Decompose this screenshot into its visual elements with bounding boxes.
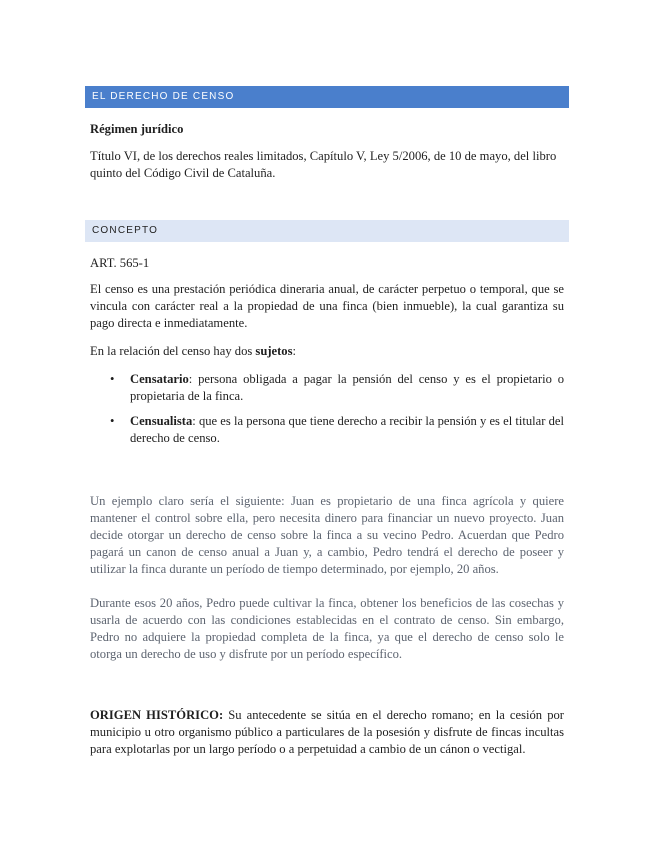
- subjects-colon: :: [292, 344, 297, 358]
- origin-text: Su antecedente se sitúa en el derecho romano; en la cesión por municipio u otro organismo público a particulares de la posesión y disfrute de fincas incultas para explotarlas por un largo período o a perpetuidad a cambio de un cánon o vectigal.: [90, 708, 564, 756]
- section-heading-derecho-de-censo: EL DERECHO DE CENSO: [85, 86, 569, 108]
- origin-label: ORIGEN HISTÓRICO:: [90, 708, 224, 722]
- subjects-intro: [90, 343, 564, 360]
- bullet-icon: •: [110, 372, 115, 386]
- subject-definition: : que es la persona que tiene derecho a recibir la pensión y es el titular del derecho de censo.: [130, 414, 564, 445]
- subjects-intro-text: En la relación del censo hay dos: [90, 344, 256, 358]
- subject-term: Censualista: [130, 414, 193, 428]
- subjects-keyword: sujetos: [255, 344, 293, 358]
- concepto-paragraph: El censo es una prestación periódica dineraria anual, de carácter perpetuo o temporal, que se vincula con carácter real a la propiedad de una finca (bien inmueble), la cual garantiza su pago directa e inmediatamente.: [90, 282, 564, 330]
- subject-definition: : persona obligada a pagar la pensión del censo y es el propietario o propietaria de la finca.: [130, 372, 564, 403]
- article-reference: ART. 565-1: [90, 256, 150, 270]
- origin-paragraph: [90, 707, 564, 758]
- regimen-paragraph: Título VI, de los derechos reales limitados, Capítulo V, Ley 5/2006, de 10 de mayo, del libro quinto del Código Civil de Cataluña.: [90, 149, 557, 180]
- subjects-list-container: [90, 371, 564, 455]
- example-paragraph-2: Durante esos 20 años, Pedro puede cultivar la finca, obtener los beneficios de las cosechas y usarla de acuerdo con las condiciones establecidas en el contrato de censo. Sin embargo, Pedro no adquiere la propiedad completa de la finca, ya que el derecho de censo solo le otorga un derecho de uso y disfrute por un período específico.: [90, 596, 564, 661]
- subjects-list: [90, 371, 564, 447]
- subheading-regimen-juridico: Régimen jurídico: [90, 122, 184, 136]
- subject-term: Censatario: [130, 372, 189, 386]
- subject-item-censatario: [90, 371, 564, 405]
- example-paragraph-1: Un ejemplo claro sería el siguiente: Juan es propietario de una finca agrícola y quiere mantener el control sobre ella, pero necesita dinero para financiar un nuevo proyecto. Juan decide otorgar un derecho de censo sobre la finca a su vecino Pedro. Acuerdan que Pedro pagará un canon de censo anual a Juan y, a cambio, Pedro tendrá el derecho de poseer y utilizar la finca durante un período de tiempo determinado, por ejemplo, 20 años.: [90, 494, 564, 576]
- subject-item-censualista: [90, 413, 564, 447]
- section-heading-concepto: CONCEPTO: [85, 220, 569, 242]
- bullet-icon: •: [110, 414, 115, 428]
